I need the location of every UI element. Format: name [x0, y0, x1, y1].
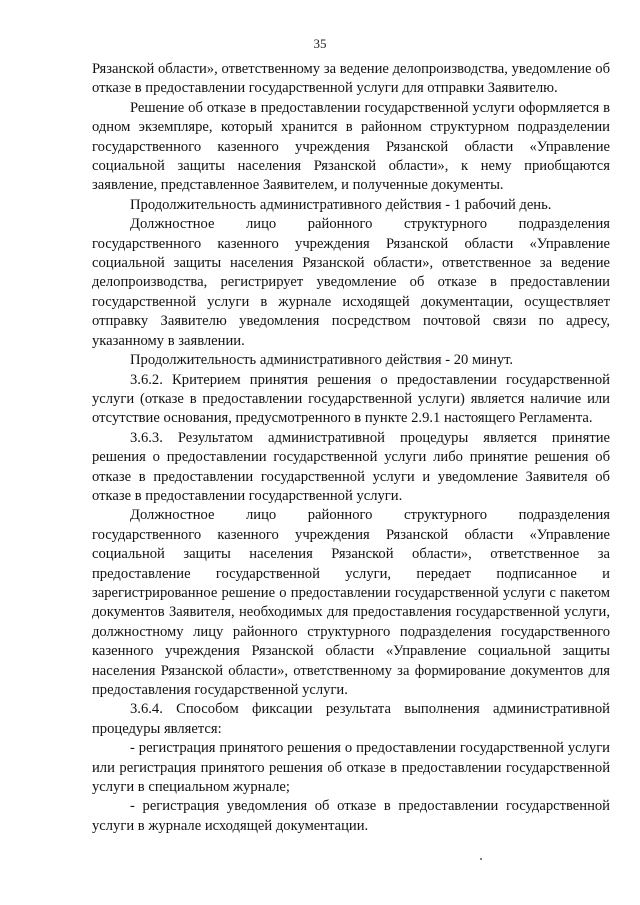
scan-artifact-dot — [480, 858, 482, 860]
list-item-journal-registration: - регистрация принятого решения о предоставлении государственной услуги или регистрация принятого решения об отказе в предоставлении государственной услуги в специальном журнале; — [92, 740, 610, 796]
paragraph-registration-notice: Должностное лицо районного структурного подразделения государственного казенного учреждения Рязанской области «Управление социальной защиты населения Рязанской области», ответственное за ведение делопроизводства, регистрирует уведомление об отказе в предоставлении государственной услуги в журнале исходящей документации, осуществляет отправку Заявителю уведомления посредством почтовой связи по адресу, указанному в заявлении. — [92, 216, 610, 349]
list-item-outgoing-registration: - регистрация уведомления об отказе в предоставлении государственной услуги в журнале исходящей документации. — [92, 798, 610, 834]
paragraph-3-6-3: 3.6.3. Результатом административной процедуры является принятие решения о предоставлении государственной услуги либо принятие решения об отказе в предоставлении государственной услуги и уведомление Заявителя об отказе в предоставлении государственной услуги. — [92, 429, 610, 504]
paragraph-continuation: Рязанской области», ответственному за ведение делопроизводства, уведомление об отказе в предоставлении государственной услуги для отправки Заявителю. — [92, 61, 610, 97]
page-number: 35 — [313, 36, 327, 51]
document-body — [92, 60, 610, 836]
paragraph-3-6-4: 3.6.4. Способом фиксации результата выполнения административной процедуры является: — [92, 701, 610, 737]
paragraph-duration-20-min: Продолжительность административного действия - 20 минут. — [130, 352, 514, 369]
paragraph-3-6-2: 3.6.2. Критерием принятия решения о предоставлении государственной услуги (отказе в предоставлении государственной услуги) является наличие или отсутствие основания, предусмотренного в пункте 2.9.1 настоящего Регламента. — [92, 371, 610, 427]
paragraph-duration-1-day: Продолжительность административного действия - 1 рабочий день. — [130, 196, 552, 213]
paragraph-transfer-documents: Должностное лицо районного структурного подразделения государственного казенного учреждения Рязанской области «Управление социальной защиты населения Рязанской области», ответственное за предоставление государственной услуги, передает подписанное и зарегистрированное решение о предоставлении государственной услуги с пакетом документов Заявителя, необходимых для предоставления государственной услуги, должностному лицу районного структурного подразделения государственного казенного учреждения Рязанской области «Управление социальной защиты населения Рязанской области», ответственному за формирование документов для предоставления государственной услуги. — [92, 507, 610, 698]
paragraph-refusal-decision: Решение об отказе в предоставлении государственной услуги оформляется в одном экземпляре, который хранится в районном структурном подразделении государственного казенного учреждения Рязанской области «Управление социальной защиты населения Рязанской области», к нему приобщаются заявление, представленное Заявителем, и полученные документы. — [92, 99, 610, 194]
